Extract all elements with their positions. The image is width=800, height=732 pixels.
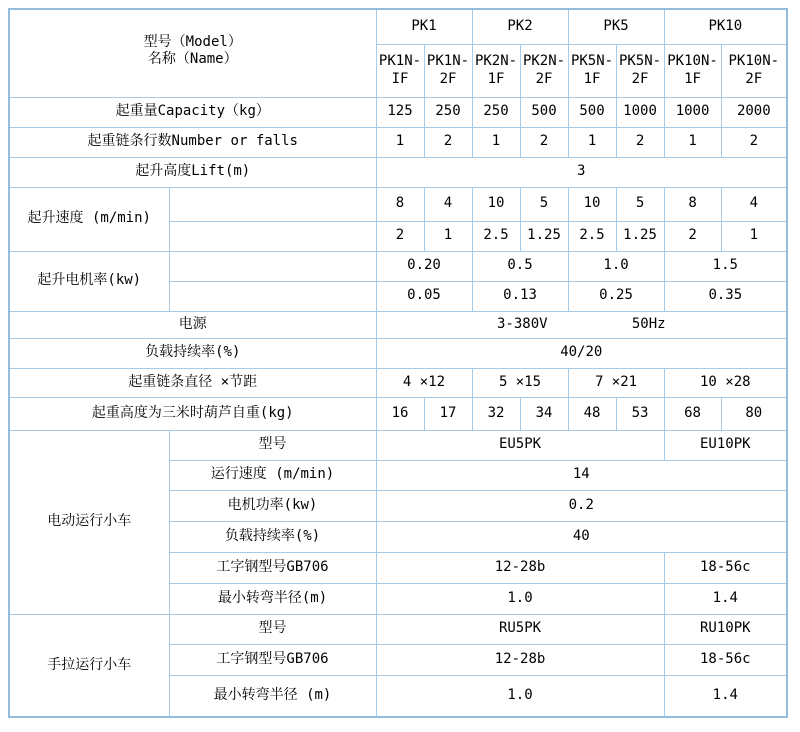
motor-main-value: 0.20 (376, 251, 472, 281)
falls-value: 2 (616, 127, 664, 157)
chain-value: 10 ×28 (664, 368, 787, 397)
etrolley-motor-label: 电机功率(kw) (169, 490, 376, 521)
etrolley-model-label: 型号 (169, 430, 376, 460)
speed-fast-value: 10 (472, 187, 520, 221)
chain-label: 起重链条直径 ×节距 (9, 368, 376, 397)
etrolley-beam-right: 18-56c (664, 552, 787, 583)
row-htrolley-model (9, 614, 787, 644)
model-label: 型号（Model） (143, 33, 242, 50)
capacity-value: 2000 (721, 97, 787, 127)
row-chain (9, 368, 787, 397)
empty-cell (169, 221, 376, 251)
speed-slow-value: 2 (376, 221, 424, 251)
etrolley-model-right: EU10PK (664, 430, 787, 460)
model-name: PK10N-2F (721, 44, 787, 97)
self-weight-value: 32 (472, 397, 520, 430)
etrolley-radius-label: 最小转弯半径(m) (169, 583, 376, 614)
motor-main-value: 1.0 (568, 251, 664, 281)
model-name: PK2N-1F (472, 44, 520, 97)
name-label: 名称（Name） (147, 51, 238, 68)
htrolley-beam-label: 工字钢型号GB706 (169, 644, 376, 675)
speed-fast-value: 4 (424, 187, 472, 221)
capacity-value: 1000 (664, 97, 721, 127)
etrolley-motor-value: 0.2 (376, 490, 787, 521)
motor-label: 起升电机率(kw) (9, 251, 169, 311)
self-weight-value: 34 (520, 397, 568, 430)
row-capacity (9, 97, 787, 127)
speed-slow-value: 2.5 (472, 221, 520, 251)
power-supply-value: 3-380V 50Hz (376, 311, 787, 338)
falls-value: 1 (568, 127, 616, 157)
htrolley-beam-left: 12-28b (376, 644, 664, 675)
model-group-pk1: PK1 (376, 9, 472, 44)
motor-creep-value: 0.25 (568, 281, 664, 311)
lift-label: 起升高度Lift(m) (9, 157, 376, 187)
model-name: PK2N-2F (520, 44, 568, 97)
motor-main-value: 0.5 (472, 251, 568, 281)
empty-cell (169, 281, 376, 311)
self-weight-value: 17 (424, 397, 472, 430)
row-falls (9, 127, 787, 157)
row-lift (9, 157, 787, 187)
speed-fast-value: 8 (376, 187, 424, 221)
speed-slow-value: 1.25 (520, 221, 568, 251)
row-model-groups (9, 9, 787, 44)
etrolley-duty-label: 负载持续率(%) (169, 521, 376, 552)
chain-value: 5 ×15 (472, 368, 568, 397)
capacity-value: 125 (376, 97, 424, 127)
speed-slow-value: 2.5 (568, 221, 616, 251)
row-speed-fast (9, 187, 787, 221)
model-group-pk10: PK10 (664, 9, 787, 44)
row-motor-main (9, 251, 787, 281)
model-name: PK1N-2F (424, 44, 472, 97)
electric-trolley-label: 电动运行小车 (9, 430, 169, 614)
model-name: PK5N-1F (568, 44, 616, 97)
etrolley-duty-value: 40 (376, 521, 787, 552)
htrolley-beam-right: 18-56c (664, 644, 787, 675)
self-weight-value: 53 (616, 397, 664, 430)
model-name: PK1N-IF (376, 44, 424, 97)
hand-trolley-label: 手拉运行小车 (9, 614, 169, 717)
htrolley-model-right: RU10PK (664, 614, 787, 644)
self-weight-value: 80 (721, 397, 787, 430)
capacity-value: 250 (424, 97, 472, 127)
htrolley-model-left: RU5PK (376, 614, 664, 644)
falls-value: 2 (721, 127, 787, 157)
duty-cycle-label: 负载持续率(%) (9, 338, 376, 368)
speed-slow-value: 2 (664, 221, 721, 251)
speed-label: 起升速度 (m/min) (9, 187, 169, 251)
speed-fast-value: 5 (616, 187, 664, 221)
capacity-value: 500 (520, 97, 568, 127)
motor-main-value: 1.5 (664, 251, 787, 281)
capacity-value: 1000 (616, 97, 664, 127)
capacity-value: 500 (568, 97, 616, 127)
motor-creep-value: 0.05 (376, 281, 472, 311)
htrolley-radius-right: 1.4 (664, 675, 787, 717)
etrolley-radius-right: 1.4 (664, 583, 787, 614)
etrolley-radius-left: 1.0 (376, 583, 664, 614)
falls-value: 2 (424, 127, 472, 157)
capacity-label: 起重量Capacity（kg） (9, 97, 376, 127)
row-duty-cycle (9, 338, 787, 368)
falls-value: 1 (376, 127, 424, 157)
model-name-header-cell (9, 9, 376, 97)
empty-cell (169, 187, 376, 221)
etrolley-model-left: EU5PK (376, 430, 664, 460)
row-power-supply (9, 311, 787, 338)
chain-value: 7 ×21 (568, 368, 664, 397)
etrolley-beam-left: 12-28b (376, 552, 664, 583)
motor-creep-value: 0.13 (472, 281, 568, 311)
htrolley-radius-left: 1.0 (376, 675, 664, 717)
falls-label: 起重链条行数Number or falls (9, 127, 376, 157)
self-weight-label: 起重高度为三米时葫芦自重(kg) (9, 397, 376, 430)
self-weight-value: 48 (568, 397, 616, 430)
speed-slow-value: 1.25 (616, 221, 664, 251)
chain-value: 4 ×12 (376, 368, 472, 397)
spec-table (8, 8, 788, 718)
power-supply-label: 电源 (9, 311, 376, 338)
falls-value: 2 (520, 127, 568, 157)
model-name: PK5N-2F (616, 44, 664, 97)
self-weight-value: 68 (664, 397, 721, 430)
etrolley-beam-label: 工字钢型号GB706 (169, 552, 376, 583)
htrolley-radius-label: 最小转弯半径 (m) (169, 675, 376, 717)
speed-fast-value: 8 (664, 187, 721, 221)
model-name: PK10N-1F (664, 44, 721, 97)
lift-value: 3 (376, 157, 787, 187)
row-etrolley-model (9, 430, 787, 460)
falls-value: 1 (664, 127, 721, 157)
speed-slow-value: 1 (721, 221, 787, 251)
speed-fast-value: 4 (721, 187, 787, 221)
duty-cycle-value: 40/20 (376, 338, 787, 368)
row-self-weight (9, 397, 787, 430)
motor-creep-value: 0.35 (664, 281, 787, 311)
capacity-value: 250 (472, 97, 520, 127)
speed-slow-value: 1 (424, 221, 472, 251)
model-group-pk2: PK2 (472, 9, 568, 44)
model-group-pk5: PK5 (568, 9, 664, 44)
etrolley-speed-label: 运行速度 (m/min) (169, 460, 376, 490)
etrolley-speed-value: 14 (376, 460, 787, 490)
htrolley-model-label: 型号 (169, 614, 376, 644)
speed-fast-value: 5 (520, 187, 568, 221)
falls-value: 1 (472, 127, 520, 157)
speed-fast-value: 10 (568, 187, 616, 221)
empty-cell (169, 251, 376, 281)
self-weight-value: 16 (376, 397, 424, 430)
